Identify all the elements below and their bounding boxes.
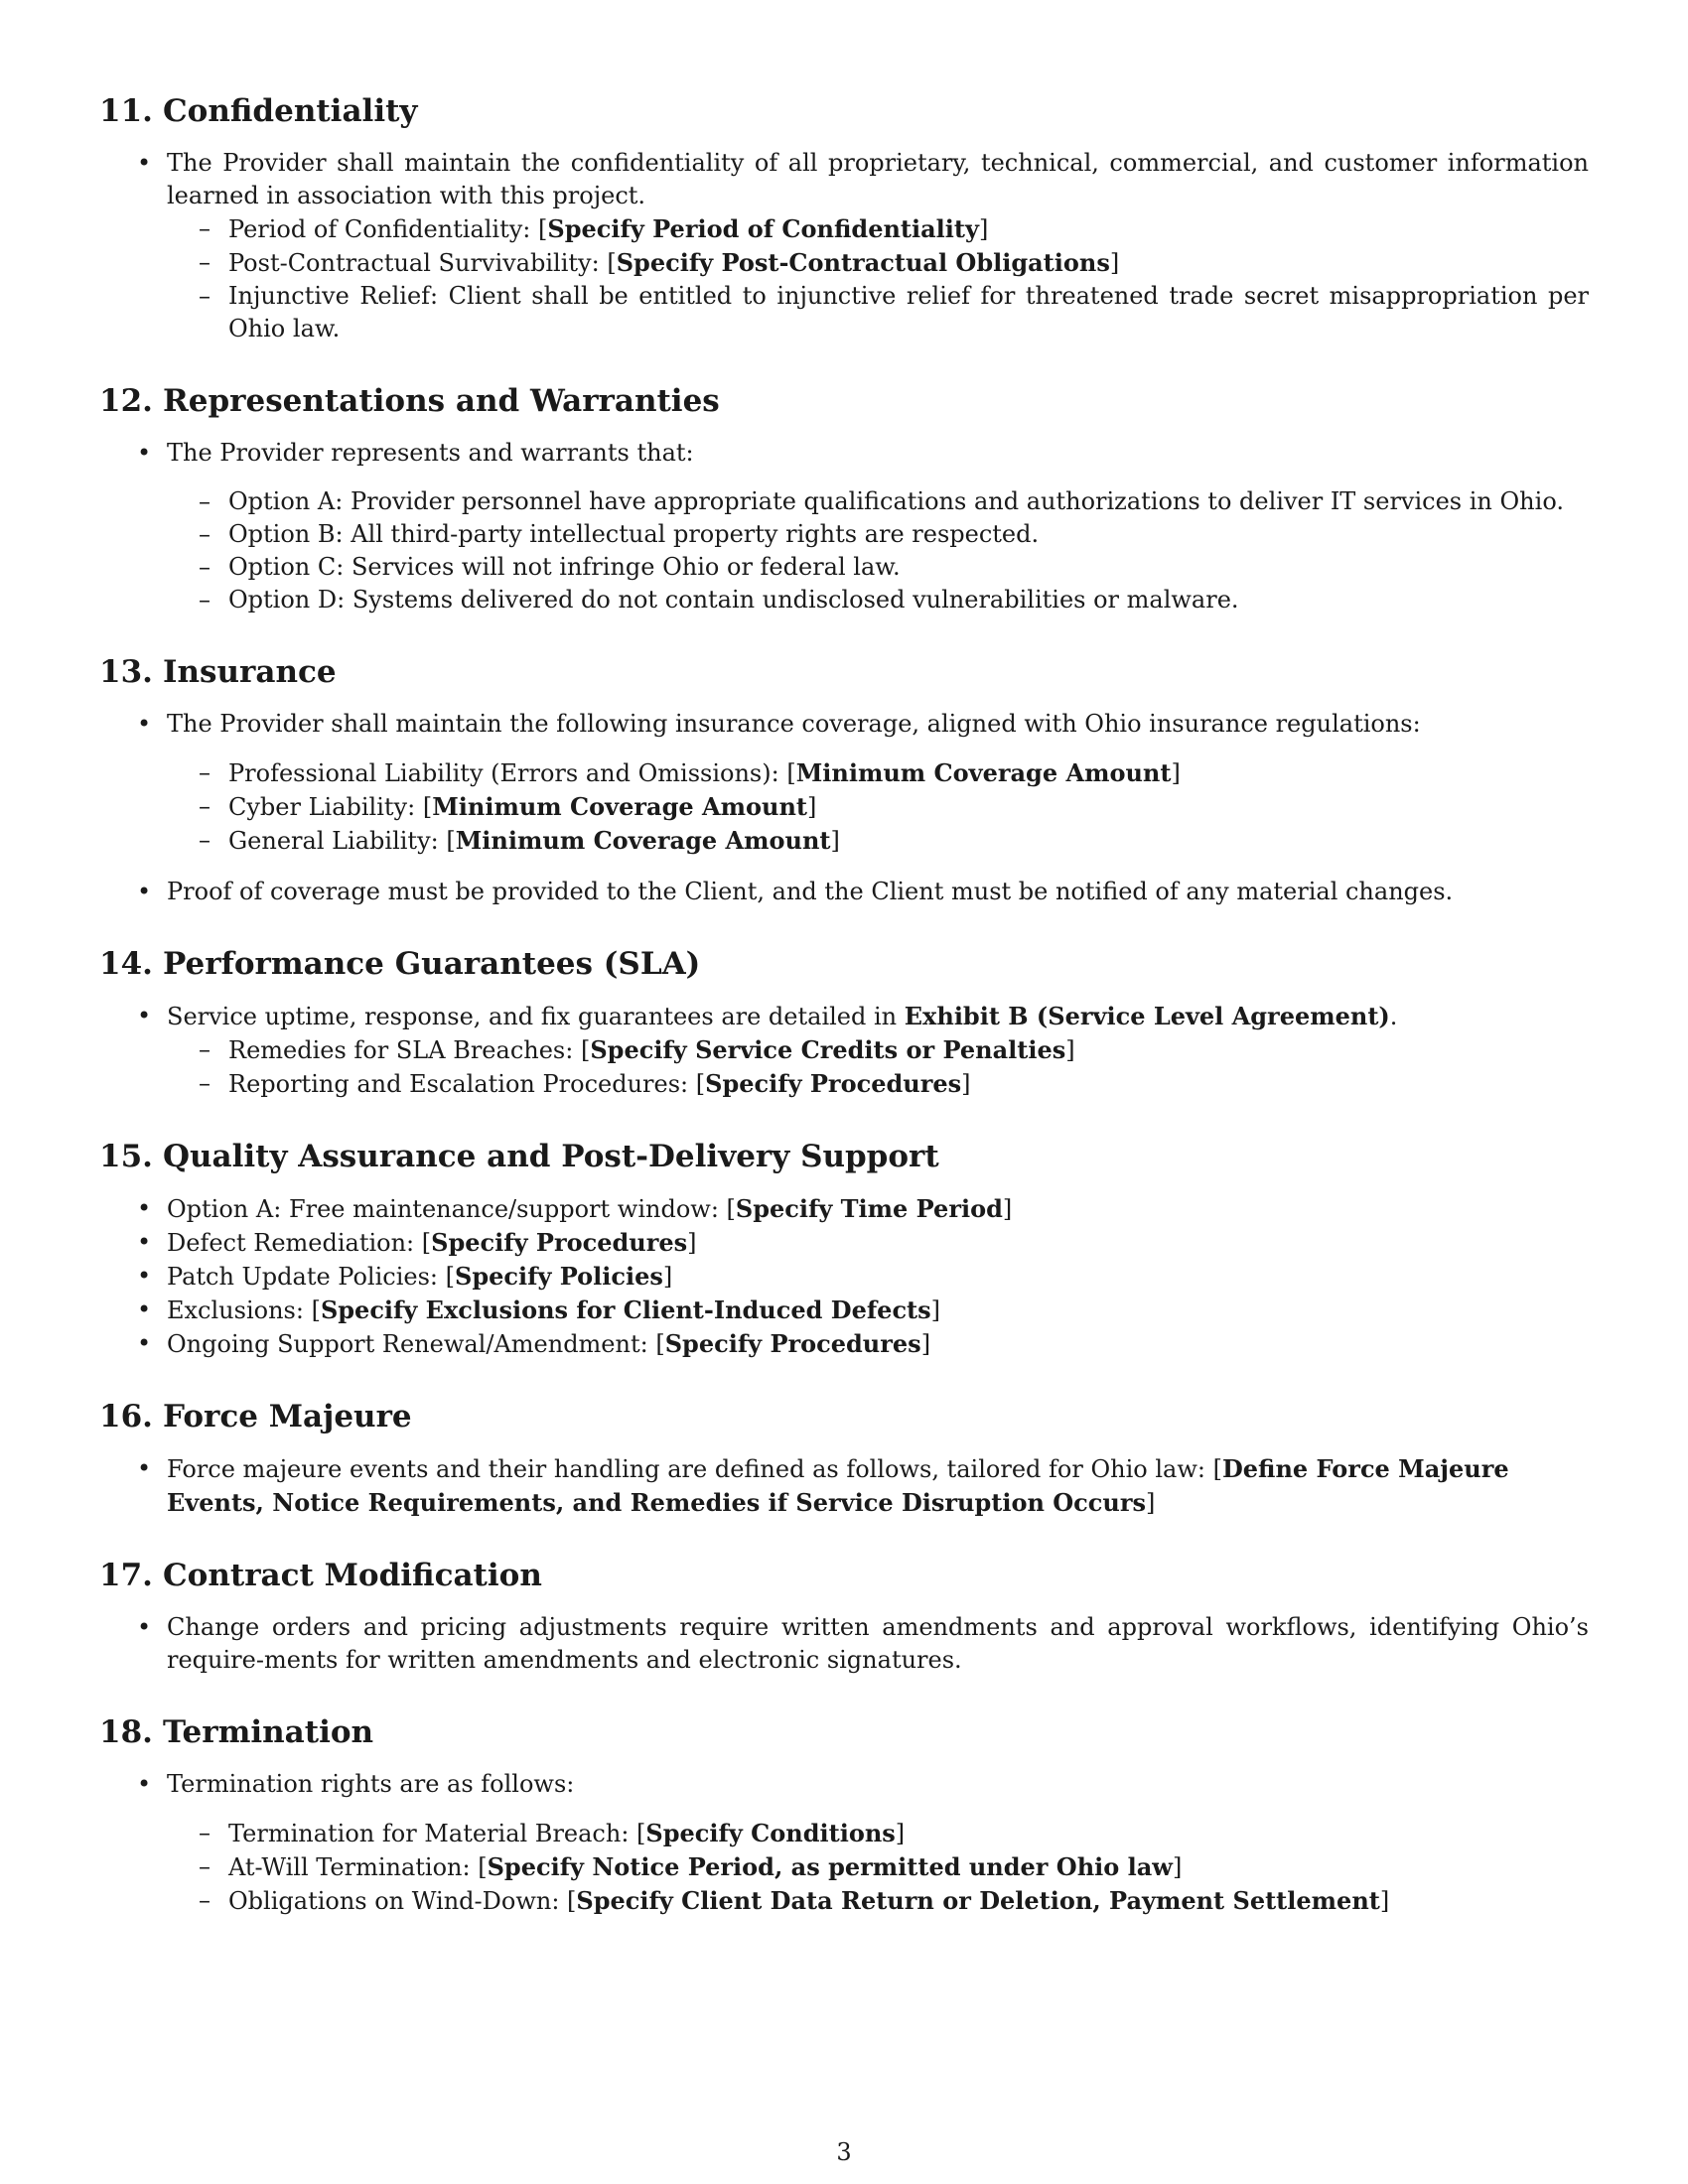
item-label: Defect Remediation:: [167, 1229, 422, 1257]
bullet-list: [99, 1452, 1589, 1520]
section-heading: [99, 1137, 1589, 1176]
sub-list: [167, 212, 1589, 345]
section-representations-warranties: [99, 381, 1589, 616]
section-heading: [99, 1712, 1589, 1752]
item-label: Reporting and Escalation Procedures:: [228, 1070, 696, 1098]
section-number: 17.: [99, 1558, 153, 1593]
section-force-majeure: [99, 1397, 1589, 1520]
list-item: • Exclusions: [Specify Exclusions for Client-Induced Defects]: [99, 1294, 1589, 1327]
sub-item: – At-Will Termination: [Specify Notice Period, as permitted under Ohio law]: [167, 1850, 1589, 1884]
list-item: [99, 1611, 1589, 1677]
item-text: The Provider shall maintain the confidentiality of all proprietary, technical, commercial, and customer information learned in association with this project.: [167, 149, 1589, 209]
item-value: Define Force Majeure Events, Notice Requirements, and Remedies if Service Disruption Occurs: [167, 1454, 1509, 1517]
item-text: The Provider represents and warrants that:: [167, 439, 694, 467]
item-text: The Provider shall maintain the following insurance coverage, aligned with Ohio insurance regulations:: [167, 710, 1421, 738]
item-label: Remedies for SLA Breaches:: [228, 1036, 581, 1064]
item-text: Termination rights are as follows:: [167, 1770, 575, 1798]
item-value: Specify Exclusions for Client-Induced Defects: [320, 1296, 931, 1324]
item-label: Post-Contractual Survivability:: [228, 249, 608, 277]
section-heading: [99, 91, 1589, 131]
item-label: Option C: Services will not infringe Ohio or federal law.: [228, 553, 901, 581]
section-title: Representations and Warranties: [163, 383, 720, 419]
section-number: 16.: [99, 1399, 153, 1434]
item-label: Injunctive Relief: Client shall be entitled to injunctive relief for threatened trade secret misappropriation per Ohio law.: [228, 282, 1589, 342]
section-number: 18.: [99, 1714, 153, 1750]
section-performance-guarantees: [99, 944, 1589, 1101]
bullet-list: [99, 1192, 1589, 1361]
section-confidentiality: [99, 91, 1589, 345]
sub-item: – General Liability: [Minimum Coverage Amount]: [167, 824, 1589, 858]
sub-item: – Post-Contractual Survivability: [Specify Post-Contractual Obligations]: [167, 246, 1589, 280]
list-item: [99, 1000, 1589, 1101]
sub-list: [167, 485, 1589, 616]
item-label: Option B: All third-party intellectual property rights are respected.: [228, 520, 1040, 548]
sub-item: – Cyber Liability: [Minimum Coverage Amount]: [167, 790, 1589, 824]
item-text: Service uptime, response, and fix guarantees are detailed in: [167, 1003, 905, 1030]
sub-item: – Obligations on Wind-Down: [Specify Client Data Return or Deletion, Payment Settlement]: [167, 1884, 1589, 1918]
item-value: Specify Conditions: [645, 1819, 896, 1847]
section-number: 15.: [99, 1139, 153, 1174]
item-value: Specify Client Data Return or Deletion, Payment Settlement: [576, 1886, 1380, 1915]
section-contract-modification: [99, 1556, 1589, 1677]
item-value: Specify Period of Confidentiality: [547, 214, 979, 243]
section-title: Contract Modification: [163, 1558, 542, 1593]
item-label: Patch Update Policies:: [167, 1263, 446, 1291]
sub-item: [167, 584, 1589, 616]
item-label: Option D: Systems delivered do not contain undisclosed vulnerabilities or malware.: [228, 586, 1239, 614]
section-heading: [99, 944, 1589, 984]
item-value: Specify Procedures: [664, 1329, 921, 1358]
item-value: Specify Policies: [455, 1262, 663, 1291]
list-item: • Option A: Free maintenance/support window: [Specify Time Period]: [99, 1192, 1589, 1226]
item-label: Exclusions:: [167, 1297, 312, 1324]
bullet-list: [99, 708, 1589, 908]
item-label: Obligations on Wind-Down:: [228, 1887, 568, 1915]
section-heading: [99, 1397, 1589, 1436]
sub-item: – Termination for Material Breach: [Specify Conditions]: [167, 1817, 1589, 1850]
item-label: General Liability:: [228, 827, 447, 855]
section-number: 13.: [99, 654, 153, 690]
list-item: [99, 708, 1589, 858]
item-label: Option A: Free maintenance/support window:: [167, 1195, 727, 1223]
item-value: Minimum Coverage Amount: [795, 758, 1172, 787]
item-value: Specify Service Credits or Penalties: [590, 1035, 1066, 1064]
page-number: 3: [836, 2138, 852, 2166]
section-title: Force Majeure: [163, 1399, 412, 1434]
item-text: Force majeure events and their handling are defined as follows, tailored for Ohio law:: [167, 1455, 1213, 1483]
sub-list: [167, 1817, 1589, 1918]
item-value: Specify Notice Period, as permitted under Ohio law: [487, 1852, 1173, 1881]
list-item: [99, 1768, 1589, 1918]
item-text: Change orders and pricing adjustments require written amendments and approval workflows, identifying Ohio’s require-ments for written amendments and electronic signatures.: [167, 1613, 1589, 1674]
sub-list: [167, 1033, 1589, 1101]
item-label: Option A: Provider personnel have appropriate qualifications and authorizations to deliver IT services in Ohio.: [228, 487, 1564, 515]
item-text: .: [1389, 1003, 1398, 1030]
item-label: Ongoing Support Renewal/Amendment:: [167, 1330, 656, 1358]
item-value: Specify Procedures: [431, 1228, 688, 1257]
item-value: Specify Time Period: [735, 1194, 1003, 1223]
list-item: [99, 437, 1589, 616]
list-item: [99, 147, 1589, 345]
section-termination: [99, 1712, 1589, 1918]
sub-item: – Professional Liability (Errors and Omissions): [Minimum Coverage Amount]: [167, 756, 1589, 790]
sub-item: [167, 485, 1589, 518]
bullet-list: [99, 1000, 1589, 1101]
list-item: [99, 876, 1589, 908]
section-title: Performance Guarantees (SLA): [163, 946, 701, 982]
item-label: Period of Confidentiality:: [228, 215, 539, 243]
item-label: Professional Liability (Errors and Omissions):: [228, 759, 787, 787]
item-label: Termination for Material Breach:: [228, 1820, 637, 1847]
section-title: Quality Assurance and Post-Delivery Support: [163, 1139, 939, 1174]
item-label: At-Will Termination:: [228, 1853, 479, 1881]
bullet-list: [99, 1768, 1589, 1918]
bullet-list: [99, 1611, 1589, 1677]
section-number: 12.: [99, 383, 153, 419]
section-title: Confidentiality: [163, 93, 418, 129]
bullet-list: [99, 147, 1589, 345]
sub-item: [167, 518, 1589, 551]
sub-item: – Remedies for SLA Breaches: [Specify Service Credits or Penalties]: [167, 1033, 1589, 1067]
section-number: 11.: [99, 93, 153, 129]
list-item: • Defect Remediation: [Specify Procedures]: [99, 1226, 1589, 1260]
section-heading: [99, 1556, 1589, 1595]
sub-item: [167, 551, 1589, 584]
section-quality-assurance: [99, 1137, 1589, 1361]
section-insurance: [99, 652, 1589, 908]
sub-item: [167, 280, 1589, 345]
section-title: Insurance: [163, 654, 337, 690]
item-value: Minimum Coverage Amount: [432, 792, 807, 821]
exhibit-reference: Exhibit B (Service Level Agreement): [904, 1002, 1390, 1030]
section-title: Termination: [163, 1714, 374, 1750]
sub-item: – Period of Confidentiality: [Specify Period of Confidentiality]: [167, 212, 1589, 246]
list-item: • Patch Update Policies: [Specify Policies]: [99, 1260, 1589, 1294]
sub-list: [167, 756, 1589, 858]
list-item: • Force majeure events and their handling are defined as follows, tailored for Ohio law: [Define Force Majeure Events, Notice Requirements, and Remedies if Service Disruption Occurs]: [99, 1452, 1589, 1520]
sub-item: – Reporting and Escalation Procedures: [Specify Procedures]: [167, 1067, 1589, 1101]
section-heading: [99, 652, 1589, 692]
item-value: Specify Post-Contractual Obligations: [616, 248, 1110, 277]
list-item: • Ongoing Support Renewal/Amendment: [Specify Procedures]: [99, 1327, 1589, 1361]
item-value: Specify Procedures: [705, 1069, 962, 1098]
section-heading: [99, 381, 1589, 421]
item-text: Proof of coverage must be provided to the Client, and the Client must be notified of any material changes.: [167, 878, 1454, 905]
item-value: Minimum Coverage Amount: [455, 826, 831, 855]
section-number: 14.: [99, 946, 153, 982]
bullet-list: [99, 437, 1589, 616]
item-label: Cyber Liability:: [228, 793, 423, 821]
